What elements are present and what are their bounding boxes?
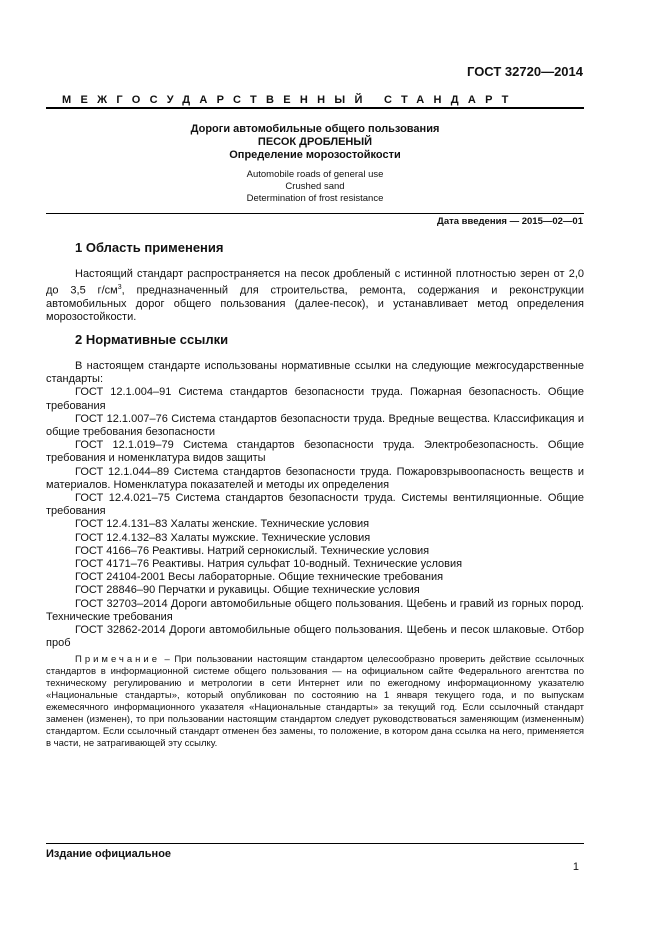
note-block: [46, 654, 584, 750]
section2-heading: 2 Нормативные ссылки: [75, 332, 229, 347]
reference-item: ГОСТ 4171–76 Реактивы. Натрия сульфат 10-водный. Технические условия: [75, 558, 463, 571]
document-title-ru: [46, 123, 584, 162]
intro-date: Дата введения — 2015—02—01: [437, 216, 583, 227]
title-en-line1: Automobile roads of general use: [246, 169, 384, 180]
title-en-line3: Determination of frost resistance: [246, 193, 384, 204]
section1-paragraph: [46, 268, 584, 324]
title-ru-line2: ПЕСОК ДРОБЛЕНЫЙ: [257, 136, 373, 148]
reference-item: ГОСТ 28846–90 Перчатки и рукавицы. Общие технические условия: [75, 584, 420, 597]
reference-item: ГОСТ 32862-2014 Дороги автомобильные общего пользования. Щебень и песок шлаковые. Отбор проб: [46, 624, 584, 650]
note-label: Примечание: [75, 654, 160, 665]
edition-label: Издание официальное: [46, 848, 172, 860]
reference-item: ГОСТ 12.1.019–79 Система стандартов безопасности труда. Электробезопасность. Общие требования и номенклатура видов защиты: [46, 439, 584, 465]
reference-item: ГОСТ 12.1.004–91 Система стандартов безопасности труда. Пожарная безопасность. Общие требования: [46, 386, 584, 412]
references-intro: В настоящем стандарте использованы нормативные ссылки на следующие межгосударственные стандарты:: [46, 360, 584, 386]
section1-superscript: 3: [117, 284, 122, 292]
standard-number: ГОСТ 32720—2014: [467, 64, 583, 79]
references-list: [46, 360, 584, 650]
reference-item: ГОСТ 12.4.021–75 Система стандартов безопасности труда. Системы вентиляционные. Общие требования: [46, 492, 584, 518]
title-rule: [46, 213, 584, 214]
note-text: – При пользовании настоящим стандартом целесообразно проверить действие ссылочных стандартов в информационной системе общего пользования — на официальном сайте Федерального агентства по техническому регулированию и метрологии в сети Интернет или по ежегодному информационному указателю «Национальные стандарты», который опубликован по состоянию на 1 января текущего года, и по выпускам ежемесячного информационного указателя «Национальные стандарты» за текущий год. Если ссылочный стандарт заменен (изменен), то при пользовании настоящим стандартом следует руководствоваться заменяющим (измененным) стандартом. Если ссылочный стандарт отменен без замены, то положение, в котором дана ссылка на него, применяется в части, не затрагивающей эту ссылку.: [46, 654, 584, 749]
reference-item: ГОСТ 24104-2001 Весы лабораторные. Общие технические требования: [75, 571, 444, 584]
reference-item: ГОСТ 12.1.044–89 Система стандартов безопасности труда. Пожаровзрывоопасность веществ и материалов. Номенклатура показателей и методы их определения: [46, 465, 584, 491]
title-ru-line1: Дороги автомобильные общего пользования: [190, 123, 440, 135]
reference-item: ГОСТ 12.1.007–76 Система стандартов безопасности труда. Вредные вещества. Классификация и общие требования безопасности: [46, 412, 584, 439]
interstate-standard-label: МЕЖГОСУДАРСТВЕННЫЙ СТАНДАРТ: [62, 94, 518, 106]
page-number: 1: [572, 861, 579, 873]
footer-rule: [46, 843, 584, 844]
reference-item: ГОСТ 12.4.132–83 Халаты мужские. Технические условия: [75, 531, 371, 544]
section1-heading: 1 Область применения: [75, 240, 224, 255]
top-rule: [46, 107, 584, 109]
reference-item: ГОСТ 4166–76 Реактивы. Натрий сернокислый. Технические условия: [75, 544, 430, 557]
section1-text-b: , предназначенный для строительства, ремонта, содержания и реконструкции автомобильных дорог общего пользования (далее-песок), и устанавливает метод определения морозостойкости.: [46, 284, 585, 324]
section1-text-a: Настоящий стандарт распространяется на песок дробленый с истинной плотностью зерен от 2,0 до 3,5 г/см: [46, 268, 584, 297]
reference-item: ГОСТ 32703–2014 Дороги автомобильные общего пользования. Щебень и гравий из горных пород. Технические требования: [46, 597, 584, 623]
title-ru-line3: Определение морозостойкости: [229, 149, 401, 161]
document-title-en: [46, 169, 584, 205]
title-en-line2: Crushed sand: [285, 181, 345, 192]
reference-item: ГОСТ 12.4.131–83 Халаты женские. Технические условия: [75, 518, 370, 531]
